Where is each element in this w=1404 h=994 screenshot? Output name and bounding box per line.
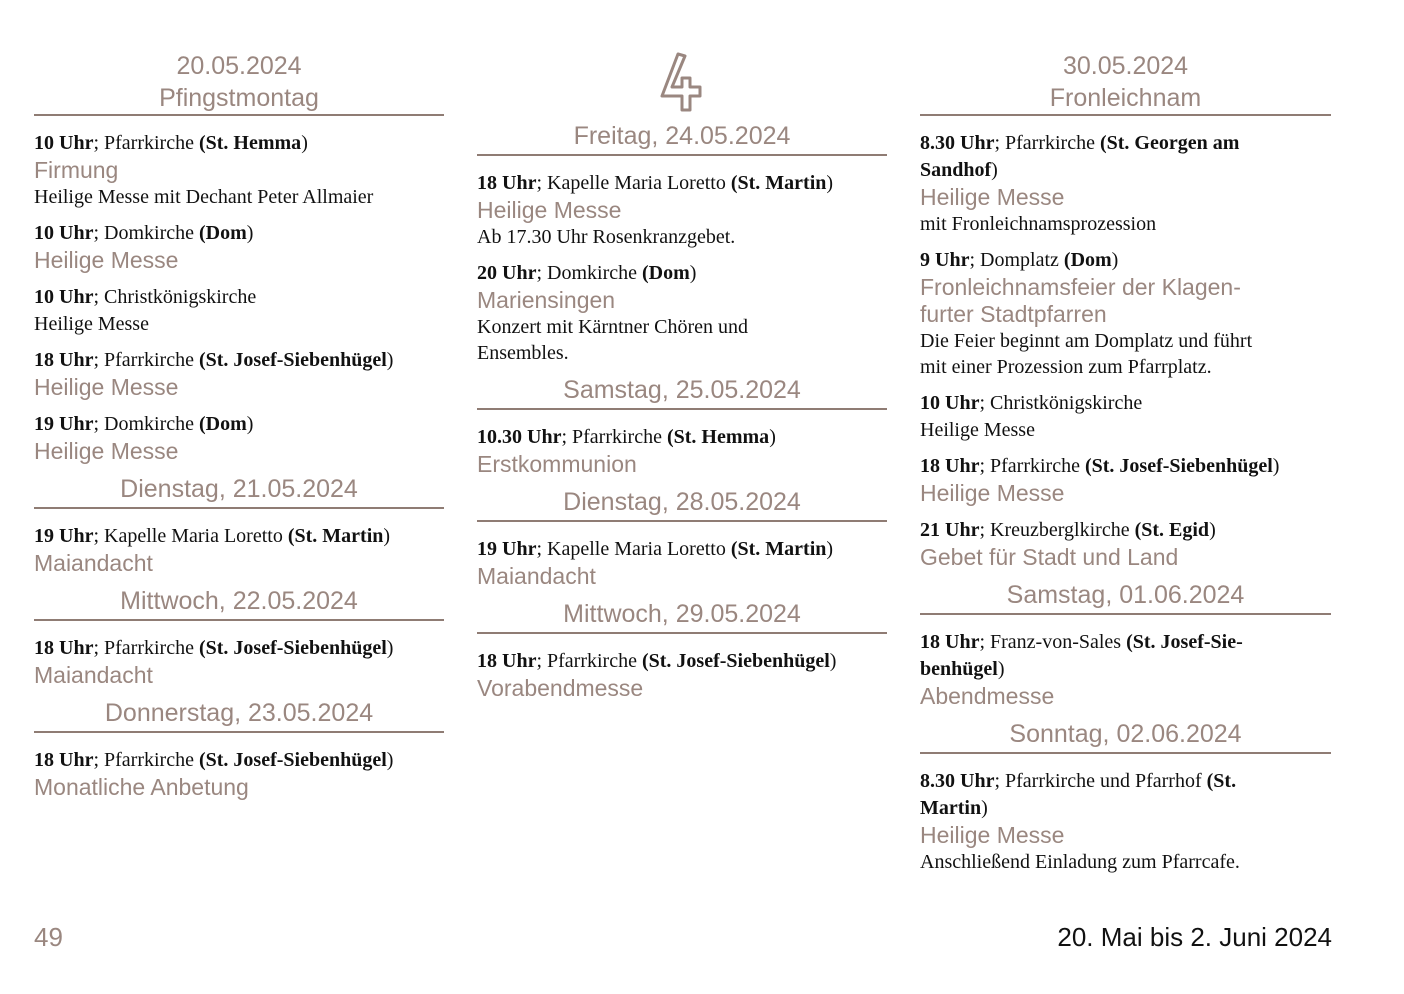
event-location: Pfarrkirche	[104, 349, 194, 371]
event-meta: 20 Uhr; Domkirche (Dom)	[477, 262, 697, 284]
event-location: Kapelle Maria Loretto	[104, 525, 283, 547]
event-title: Mariensingen	[477, 287, 616, 313]
event-entry	[34, 523, 444, 577]
event-time: 10 Uhr	[34, 286, 94, 308]
event-parish: St. Josef-Siebenhügel	[205, 637, 387, 659]
day-header: Donnerstag, 23.05.2024	[34, 697, 444, 733]
event-meta: 18 Uhr; Kapelle Maria Loretto (St. Martin)	[477, 172, 834, 194]
event-parish: St. Josef-Siebenhügel	[648, 650, 830, 672]
event-time: 10 Uhr	[34, 222, 94, 244]
event-entry	[920, 130, 1331, 237]
event-time: 18 Uhr	[34, 637, 94, 659]
event-meta: 18 Uhr; Pfarrkirche (St. Josef-Siebenhügel)	[34, 349, 394, 371]
event-location: Pfarrkirche	[104, 637, 194, 659]
date-range: 20. Mai bis 2. Juni 2024	[1057, 922, 1332, 952]
event-meta: Sandhof)	[920, 159, 998, 181]
day-header: Sonntag, 02.06.2024	[920, 718, 1331, 754]
event-parish: Dom	[205, 413, 247, 435]
event-meta: 19 Uhr; Kapelle Maria Loretto (St. Martin)	[34, 525, 391, 547]
event-title: Abendmesse	[920, 683, 1055, 709]
event-entry	[920, 629, 1331, 710]
event-title: furter Stadtpfarren	[920, 301, 1107, 327]
event-location: Pfarrkirche	[1005, 132, 1095, 154]
event-time: 18 Uhr	[34, 349, 94, 371]
event-location: Domkirche	[104, 413, 194, 435]
page-number: 49	[34, 922, 63, 952]
event-meta: 9 Uhr; Domplatz (Dom)	[920, 249, 1119, 271]
event-time: 18 Uhr	[477, 650, 537, 672]
event-meta: Martin)	[920, 797, 988, 819]
day-name: Fronleichnam	[1049, 84, 1202, 112]
event-meta: 18 Uhr; Pfarrkirche (St. Josef-Siebenhügel)	[920, 455, 1280, 477]
event-meta: 19 Uhr; Domkirche (Dom)	[34, 413, 254, 435]
event-description: Ab 17.30 Uhr Rosenkranzgebet.	[477, 226, 736, 248]
event-location: Kreuzberglkirche	[990, 519, 1130, 541]
event-description: Ensembles.	[477, 342, 569, 364]
event-location: Domkirche	[547, 262, 637, 284]
event-entry	[920, 768, 1331, 875]
event-time: 8.30 Uhr	[920, 132, 995, 154]
event-parish: benhügel	[920, 658, 998, 680]
event-title: Heilige Messe	[477, 197, 622, 223]
event-title: Heilige Messe	[920, 480, 1065, 506]
event-title: Monatliche Anbetung	[34, 774, 249, 800]
event-entry	[477, 648, 887, 702]
event-entry	[920, 390, 1331, 443]
day-header: Samstag, 01.06.2024	[920, 579, 1331, 615]
event-description: mit einer Prozession zum Pfarrplatz.	[920, 356, 1212, 378]
event-time: 18 Uhr	[920, 631, 980, 653]
event-time: 8.30 Uhr	[920, 770, 995, 792]
event-description: Heilige Messe	[920, 419, 1035, 441]
event-entry	[34, 635, 444, 689]
event-title: Maiandacht	[34, 662, 153, 688]
event-meta: 10 Uhr; Pfarrkirche (St. Hemma)	[34, 132, 308, 154]
day-header: Dienstag, 21.05.2024	[34, 473, 444, 509]
day-header	[34, 50, 444, 116]
event-parish: St. Martin	[737, 172, 827, 194]
event-parish: St. Josef-Siebenhügel	[1091, 455, 1273, 477]
event-entry	[920, 247, 1331, 380]
event-time: 10 Uhr	[920, 392, 980, 414]
event-parish: St. Martin	[294, 525, 384, 547]
event-meta: 10.30 Uhr; Pfarrkirche (St. Hemma)	[477, 426, 776, 448]
event-meta: 10 Uhr; Christkönigskirche	[34, 286, 257, 308]
event-entry	[34, 747, 444, 801]
event-location: Kapelle Maria Loretto	[547, 172, 726, 194]
day-name: Pfingstmontag	[159, 84, 319, 112]
event-location: Pfarrkirche	[990, 455, 1080, 477]
event-entry	[477, 170, 887, 250]
event-location: Pfarrkirche	[572, 426, 662, 448]
event-time: 19 Uhr	[34, 525, 94, 547]
event-entry	[477, 260, 887, 366]
event-time: 20 Uhr	[477, 262, 537, 284]
event-entry	[920, 517, 1331, 571]
day-header: Samstag, 25.05.2024	[477, 374, 887, 410]
event-location: Domplatz	[980, 249, 1059, 271]
event-parish: Dom	[205, 222, 247, 244]
event-entry	[34, 347, 444, 401]
event-title: Vorabendmesse	[477, 675, 644, 701]
four-cross-icon	[654, 50, 710, 116]
event-meta: 18 Uhr; Pfarrkirche (St. Josef-Siebenhügel)	[34, 637, 394, 659]
event-parish: St. Hemma	[673, 426, 770, 448]
event-time: 18 Uhr	[34, 749, 94, 771]
column-right	[920, 50, 1331, 875]
event-parish: St. Josef-Sie-	[1132, 631, 1243, 653]
event-description: Heilige Messe mit Dechant Peter Allmaier	[34, 186, 374, 208]
event-time: 10.30 Uhr	[477, 426, 562, 448]
event-parish: St. Egid	[1141, 519, 1210, 541]
event-time: 18 Uhr	[920, 455, 980, 477]
event-meta: 10 Uhr; Domkirche (Dom)	[34, 222, 254, 244]
event-entry	[34, 411, 444, 465]
event-location: Christkönigskirche	[990, 392, 1143, 414]
event-meta: 8.30 Uhr; Pfarrkirche und Pfarrhof (St.	[920, 770, 1237, 792]
event-title: Firmung	[34, 157, 119, 183]
event-description: Die Feier beginnt am Domplatz und führt	[920, 330, 1253, 352]
event-parish: St. Martin	[737, 538, 827, 560]
event-title: Heilige Messe	[34, 438, 179, 464]
event-location: Pfarrkirche	[547, 650, 637, 672]
event-title: Fronleichnamsfeier der Klagen-	[920, 274, 1241, 300]
event-parish: Dom	[1070, 249, 1112, 271]
event-time: 9 Uhr	[920, 249, 970, 271]
event-time: 19 Uhr	[34, 413, 94, 435]
event-parish: St. Hemma	[205, 132, 302, 154]
day-header	[920, 50, 1331, 116]
day-header: Mittwoch, 22.05.2024	[34, 585, 444, 621]
event-location: Pfarrkirche	[104, 749, 194, 771]
event-title: Heilige Messe	[920, 184, 1065, 210]
event-time: 21 Uhr	[920, 519, 980, 541]
event-title: Gebet für Stadt und Land	[920, 544, 1179, 570]
event-time: 10 Uhr	[34, 132, 94, 154]
event-entry	[477, 424, 887, 478]
event-meta: 18 Uhr; Pfarrkirche (St. Josef-Siebenhügel)	[34, 749, 394, 771]
event-meta: 18 Uhr; Pfarrkirche (St. Josef-Siebenhügel)	[477, 650, 837, 672]
event-time: 18 Uhr	[477, 172, 537, 194]
day-date: 20.05.2024	[176, 52, 302, 80]
event-meta: 8.30 Uhr; Pfarrkirche (St. Georgen am	[920, 132, 1240, 154]
event-parish: Sandhof	[920, 159, 992, 181]
day-header: Freitag, 24.05.2024	[477, 120, 887, 156]
event-meta: 21 Uhr; Kreuzberglkirche (St. Egid)	[920, 519, 1216, 541]
event-location: Domkirche	[104, 222, 194, 244]
day-date: 30.05.2024	[1062, 52, 1189, 80]
event-location: Franz-von-Sales	[990, 631, 1122, 653]
event-entry	[477, 536, 887, 590]
event-title: Heilige Messe	[920, 822, 1065, 848]
day-header: Dienstag, 28.05.2024	[477, 486, 887, 522]
event-title: Maiandacht	[477, 563, 596, 589]
event-parish: St. Georgen am	[1106, 132, 1240, 154]
event-entry	[34, 130, 444, 210]
event-description: Heilige Messe	[34, 313, 149, 335]
event-location: Pfarrkirche	[104, 132, 194, 154]
event-parish: St. Josef-Siebenhügel	[205, 749, 387, 771]
event-entry	[920, 453, 1331, 507]
event-meta: 10 Uhr; Christkönigskirche	[920, 392, 1143, 414]
event-location: Christkönigskirche	[104, 286, 257, 308]
event-description: Konzert mit Kärntner Chören und	[477, 316, 749, 338]
event-description: mit Fronleichnamsprozession	[920, 213, 1157, 235]
event-entry	[34, 220, 444, 274]
event-entry	[34, 284, 444, 337]
event-title: Heilige Messe	[34, 374, 179, 400]
event-parish: St. Josef-Siebenhügel	[205, 349, 387, 371]
day-header: Mittwoch, 29.05.2024	[477, 598, 887, 634]
event-meta: 19 Uhr; Kapelle Maria Loretto (St. Martin)	[477, 538, 834, 560]
event-parish: Dom	[648, 262, 690, 284]
event-meta: 18 Uhr; Franz-von-Sales (St. Josef-Sie-	[920, 631, 1243, 653]
event-title: Maiandacht	[34, 550, 153, 576]
column-left	[34, 50, 444, 801]
event-time: 19 Uhr	[477, 538, 537, 560]
event-description: Anschließend Einladung zum Pfarrcafe.	[920, 851, 1240, 873]
event-parish: Martin	[920, 797, 982, 819]
event-location: Kapelle Maria Loretto	[547, 538, 726, 560]
event-title: Erstkommunion	[477, 451, 637, 477]
event-location: Pfarrkirche und Pfarrhof	[1005, 770, 1202, 792]
event-parish: St.	[1213, 770, 1237, 792]
event-meta: benhügel)	[920, 658, 1005, 680]
event-title: Heilige Messe	[34, 247, 179, 273]
column-middle	[477, 50, 887, 702]
